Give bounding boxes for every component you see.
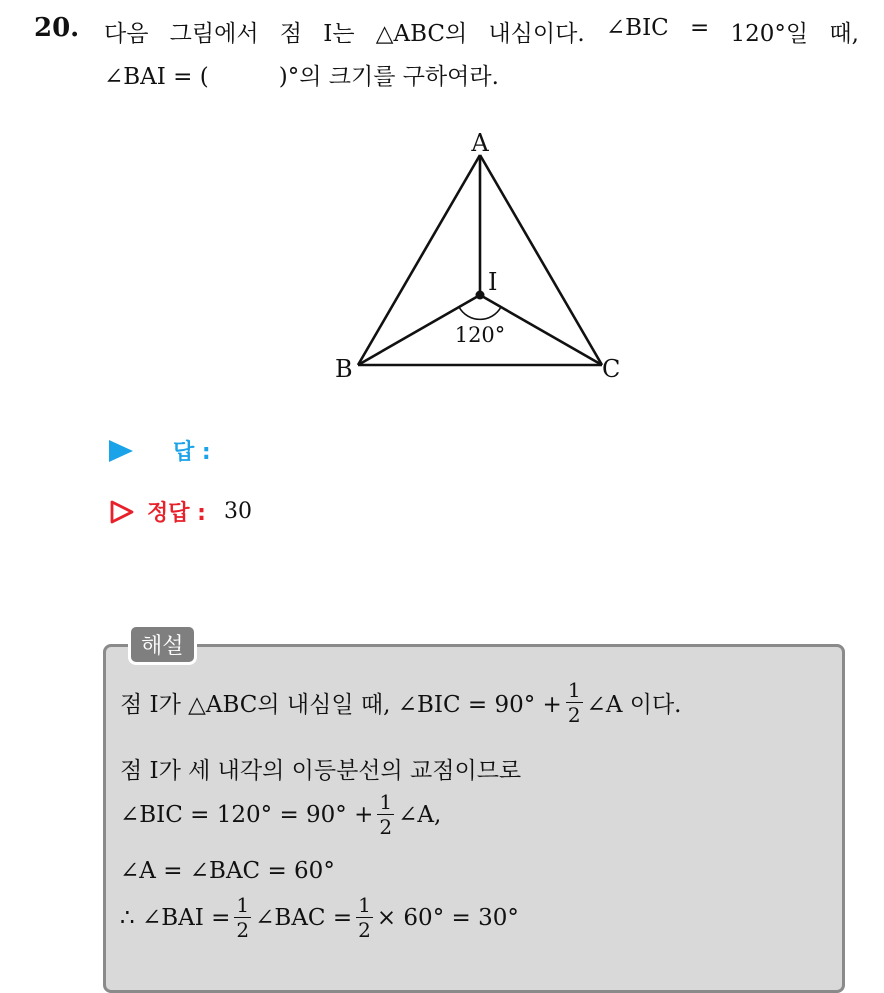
answer-row — [109, 435, 211, 466]
fraction-denominator: 2 — [358, 918, 371, 942]
solution-text: ∠A 이다. — [586, 692, 682, 718]
solution-text: ∴ ∠BAI = — [120, 904, 231, 931]
question-text-line2 — [104, 58, 499, 91]
angle-label: 120° — [454, 323, 506, 347]
solution-line-1 — [120, 680, 682, 725]
solution-line-2 — [120, 752, 521, 785]
q-word: 그림에서 — [169, 21, 259, 47]
solution-text: ∠BIC = 120° = 90° + — [120, 801, 374, 828]
fraction-denominator: 2 — [236, 918, 250, 942]
fraction-half — [377, 792, 394, 837]
vertex-label-a: A — [471, 129, 489, 157]
solution-text: 점 I가 세 내각의 이등분선의 교점이므로 — [120, 758, 522, 784]
q-word: 다음 — [104, 21, 149, 47]
q-word: 점 — [279, 21, 302, 47]
question-text-line1 — [104, 15, 859, 48]
fraction-numerator: 1 — [379, 790, 393, 814]
q-word: 내심이다. — [488, 21, 585, 47]
answer-label: 답 : — [173, 440, 211, 465]
fraction-numerator: 1 — [567, 678, 581, 702]
angle-arc — [459, 307, 501, 319]
incenter-point — [476, 291, 485, 300]
q-word: 120°일 — [730, 21, 809, 47]
fraction-half — [566, 680, 583, 725]
fraction-denominator: 2 — [379, 815, 393, 839]
solution-text: 점 I가 △ABC의 내심일 때, ∠BIC = 90° + — [120, 692, 562, 718]
triangle-svg — [330, 125, 630, 385]
incenter-label-i: I — [488, 268, 498, 296]
solution-text: × 60° = 30° — [376, 904, 519, 931]
solution-text: ∠A = ∠BAC = 60° — [120, 858, 335, 884]
solution-line-4 — [120, 858, 335, 884]
q-word: I는 — [323, 21, 355, 47]
solution-line-3 — [120, 792, 441, 837]
play-arrow-icon — [109, 440, 133, 462]
solution-tag: 해설 — [128, 624, 197, 665]
vertex-label-b: B — [335, 355, 353, 383]
solution-text: ∠A, — [398, 801, 442, 828]
fraction-half — [356, 895, 373, 940]
triangle-figure — [330, 125, 630, 385]
q-word: △ABC의 — [375, 21, 468, 47]
outline-arrow-icon — [109, 499, 135, 525]
correct-answer-row — [109, 496, 252, 527]
correct-answer-label: 정답 : — [147, 501, 206, 526]
fraction-numerator: 1 — [236, 893, 250, 917]
vertex-label-c: C — [602, 355, 621, 383]
correct-answer-value: 30 — [223, 499, 252, 524]
fraction-half — [234, 895, 251, 940]
q-word: = — [689, 15, 710, 41]
solution-line-5 — [120, 895, 519, 940]
fraction-numerator: 1 — [358, 893, 371, 917]
q-word: ∠BIC — [605, 15, 669, 41]
fraction-denominator: 2 — [567, 703, 581, 727]
solution-text: ∠BAC = — [255, 904, 353, 931]
q-blank-open: ∠BAI = ( — [104, 64, 209, 90]
question-number: 20. — [34, 13, 80, 43]
q-blank-close: )°의 크기를 구하여라. — [278, 64, 499, 90]
q-word: 때, — [829, 21, 859, 47]
